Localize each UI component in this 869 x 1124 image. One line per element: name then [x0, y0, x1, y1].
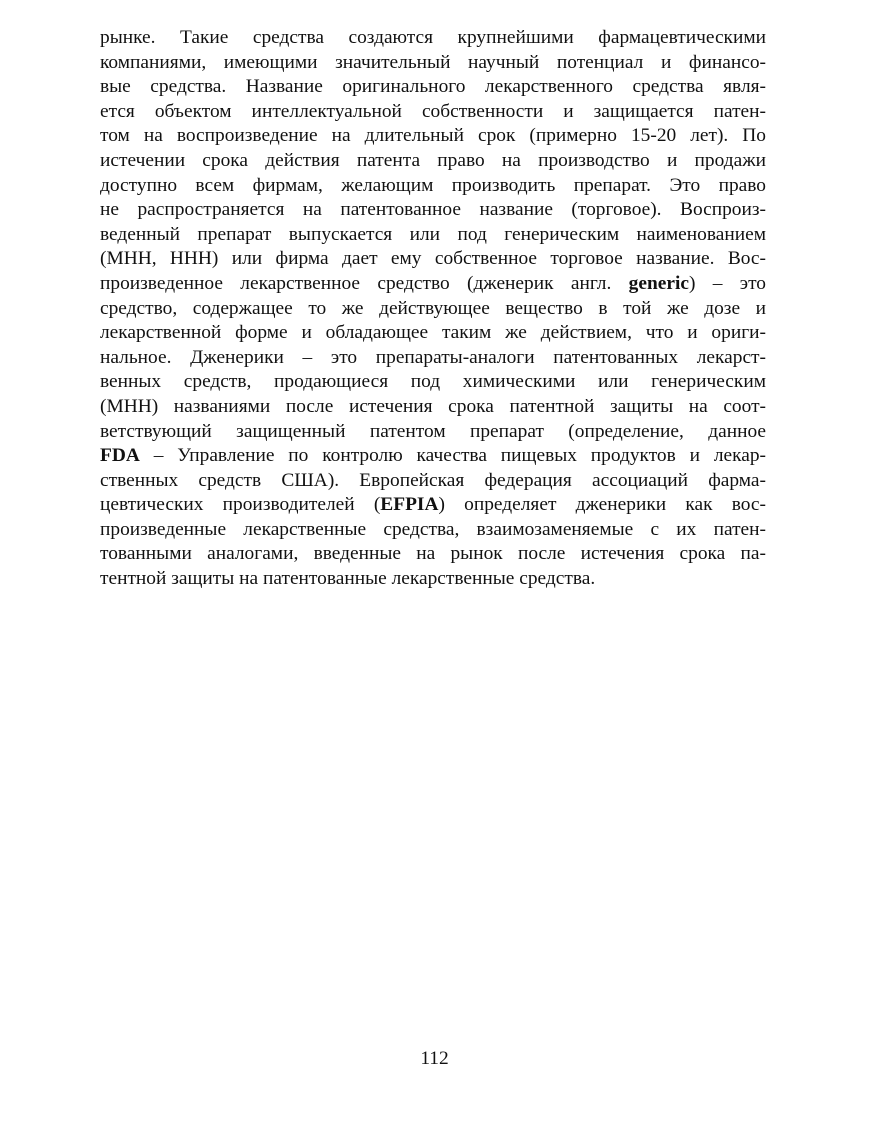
text-segment: ) определяет дженерики как вос-: [438, 494, 766, 516]
text-line: [100, 321, 766, 346]
text-segment: произведенные лекарственные средства, взаимозаменяемые с их патен-: [100, 518, 766, 540]
text-line: [100, 346, 766, 371]
text-segment: венных средств, продающиеся под химическими или генерическим: [100, 371, 766, 393]
text-segment: (МНН, ННН) или фирма дает ему собственное торговое название. Вос-: [100, 248, 766, 270]
text-line: [100, 542, 766, 567]
text-segment: произведенное лекарственное средство (дженерик англ.: [100, 272, 629, 294]
text-segment: цевтических производителей (: [100, 494, 381, 516]
text-segment: вые средства. Название оригинального лекарственного средства явля-: [100, 76, 766, 98]
text-line: [100, 370, 766, 395]
bold-term: FDA: [100, 445, 140, 467]
text-line: [100, 493, 766, 518]
text-segment: ется объектом интеллектуальной собственности и защищается патен-: [100, 100, 766, 122]
text-line: [100, 223, 766, 248]
text-line: [100, 469, 766, 494]
text-segment: нальное. Дженерики – это препараты-аналоги патентованных лекарст-: [100, 346, 766, 368]
text-segment: ветствующий защищенный патентом препарат (определение, данное: [100, 420, 766, 442]
page-number: 112: [420, 1048, 449, 1069]
text-line: [100, 444, 766, 469]
bold-term: EFPIA: [380, 494, 439, 516]
text-line: [100, 567, 766, 592]
text-segment: средство, содержащее то же действующее вещество в той же дозе и: [100, 297, 766, 319]
text-segment: истечении срока действия патента право на производство и продажи: [100, 149, 766, 171]
text-line: [100, 272, 766, 297]
text-line: [100, 174, 766, 199]
text-line: [100, 420, 766, 445]
text-segment: веденный препарат выпускается или под генерическим наименованием: [100, 223, 766, 245]
bold-term: generic: [628, 272, 689, 294]
text-segment: доступно всем фирмам, желающим производить препарат. Это право: [100, 174, 766, 196]
text-line: [100, 75, 766, 100]
text-line: [100, 297, 766, 322]
text-segment: тованными аналогами, введенные на рынок после истечения срока па-: [100, 543, 766, 565]
text-line: [100, 26, 766, 51]
text-segment: не распространяется на патентованное название (торговое). Воспроиз-: [100, 199, 766, 221]
text-segment: лекарственной форме и обладающее таким же действием, что и ориги-: [100, 322, 766, 344]
text-line: [100, 124, 766, 149]
text-line: [100, 51, 766, 76]
text-line: [100, 198, 766, 223]
text-line: [100, 395, 766, 420]
text-segment: рынке. Такие средства создаются крупнейшими фармацевтическими: [100, 27, 766, 48]
text-line: [100, 149, 766, 174]
body-paragraph: [100, 26, 766, 592]
text-segment: тентной защиты на патентованные лекарственные средства.: [100, 568, 596, 590]
text-line: [100, 247, 766, 272]
text-segment: ственных средств США). Европейская федерация ассоциаций фарма-: [100, 469, 766, 491]
text-segment: ) – это: [688, 272, 766, 294]
text-segment: (МНН) названиями после истечения срока патентной защиты на соот-: [100, 395, 766, 417]
text-segment: том на воспроизведение на длительный срок (примерно 15-20 лет). По: [100, 125, 766, 147]
text-segment: – Управление по контролю качества пищевых продуктов и лекар-: [139, 445, 766, 467]
text-line: [100, 518, 766, 543]
text-segment: компаниями, имеющими значительный научный потенциал и финансо-: [100, 51, 766, 73]
text-line: [100, 100, 766, 125]
